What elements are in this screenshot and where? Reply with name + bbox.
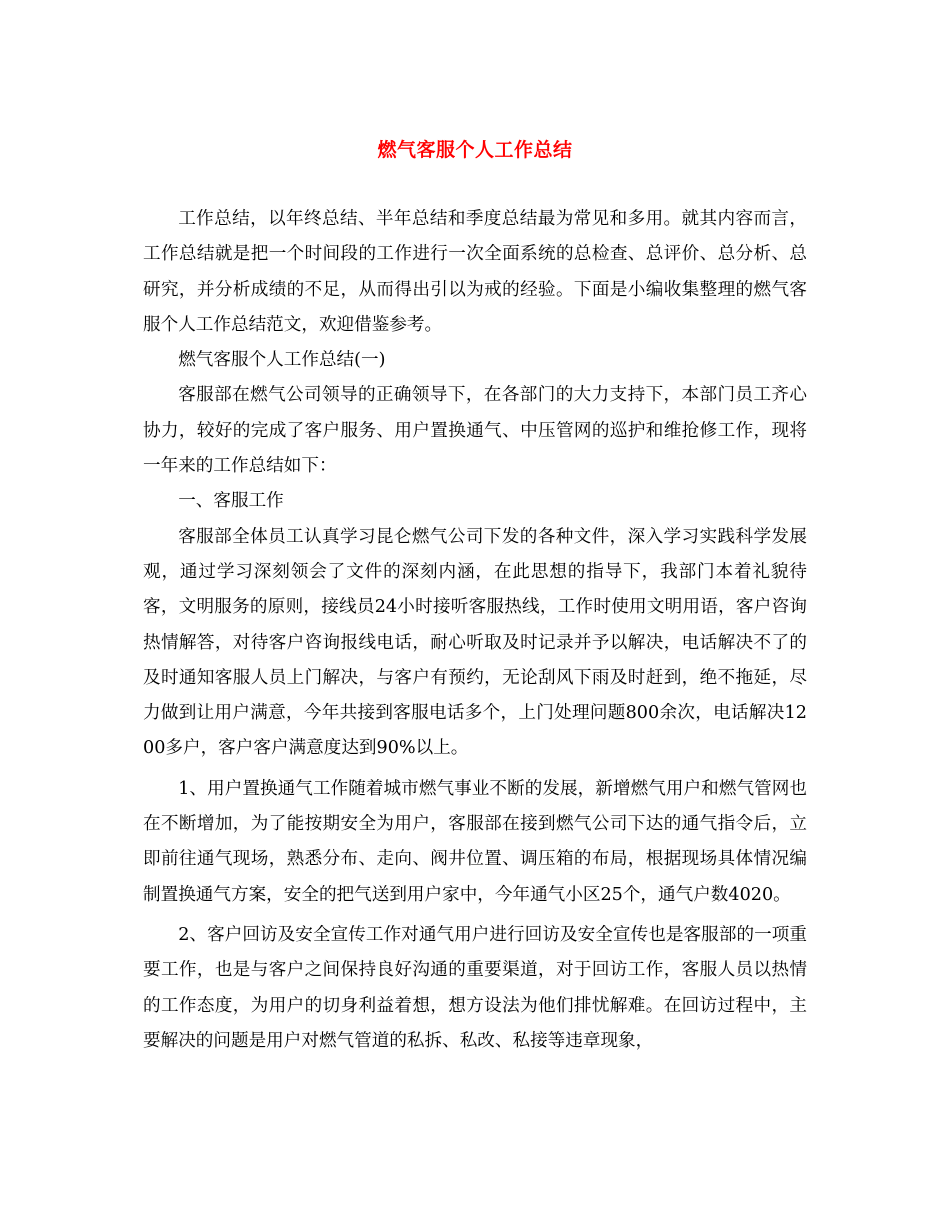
overview-paragraph: 客服部在燃气公司领导的正确领导下，在各部门的大力支持下，本部门员工齐心协力，较好的完成了客户服务、用户置换通气、中压管网的巡护和维抢修工作，现将一年来的工作总结如下： xyxy=(143,385,807,477)
document-title: 燃气客服个人工作总结 xyxy=(377,139,573,161)
section-heading-customer-service: 一、客服工作 xyxy=(178,491,284,512)
document-body xyxy=(143,202,807,1059)
intro-paragraph: 工作总结，以年终总结、半年总结和季度总结最为常见和多用。就其内容而言，工作总结就是把一个时间段的工作进行一次全面系统的总检查、总评价、总分析、总研究，并分析成绩的不足，从而得出引以为戒的经验。下面是小编收集整理的燃气客服个人工作总结范文，欢迎借鉴参考。 xyxy=(143,209,807,335)
section-heading-summary-one: 燃气客服个人工作总结(一) xyxy=(178,350,386,371)
customer-revisit-paragraph: 2、客户回访及安全宣传工作对通气用户进行回访及安全宣传也是客服部的一项重要工作，也是与客户之间保持良好沟通的重要渠道，对于回访工作，客服人员以热情的工作态度，为用户的切身利益着想，想方设法为他们排忧解难。在回访过程中，主要解决的问题是用户对燃气管道的私拆、私改、私接等违章现象， xyxy=(143,924,807,1051)
gas-replacement-paragraph: 1、用户置换通气工作随着城市燃气事业不断的发展，新增燃气用户和燃气管网也在不断增加，为了能按期安全为用户，客服部在接到燃气公司下达的通气指令后，立即前往通气现场，熟悉分布、走向、阀井位置、调压箱的布局，根据现场具体情况编制置换通气方案，安全的把气送到用户家中，今年通气小区25个，通气户数4020。 xyxy=(143,778,807,905)
customer-service-paragraph: 客服部全体员工认真学习昆仑燃气公司下发的各种文件，深入学习实践科学发展观，通过学习深刻领会了文件的深刻内涵，在此思想的指导下，我部门本着礼貌待客，文明服务的原则，接线员24小时接听客服热线，工作时使用文明用语，客户咨询热情解答，对待客户咨询报线电话，耐心听取及时记录并予以解决，电话解决不了的及时通知客服人员上门解决，与客户有预约，无论刮风下雨及时赶到，绝不拖延，尽力做到让用户满意，今年共接到客服电话多个，上门处理问题800余次，电话解决1200多户，客户客户满意度达到90%以上。 xyxy=(143,526,807,759)
